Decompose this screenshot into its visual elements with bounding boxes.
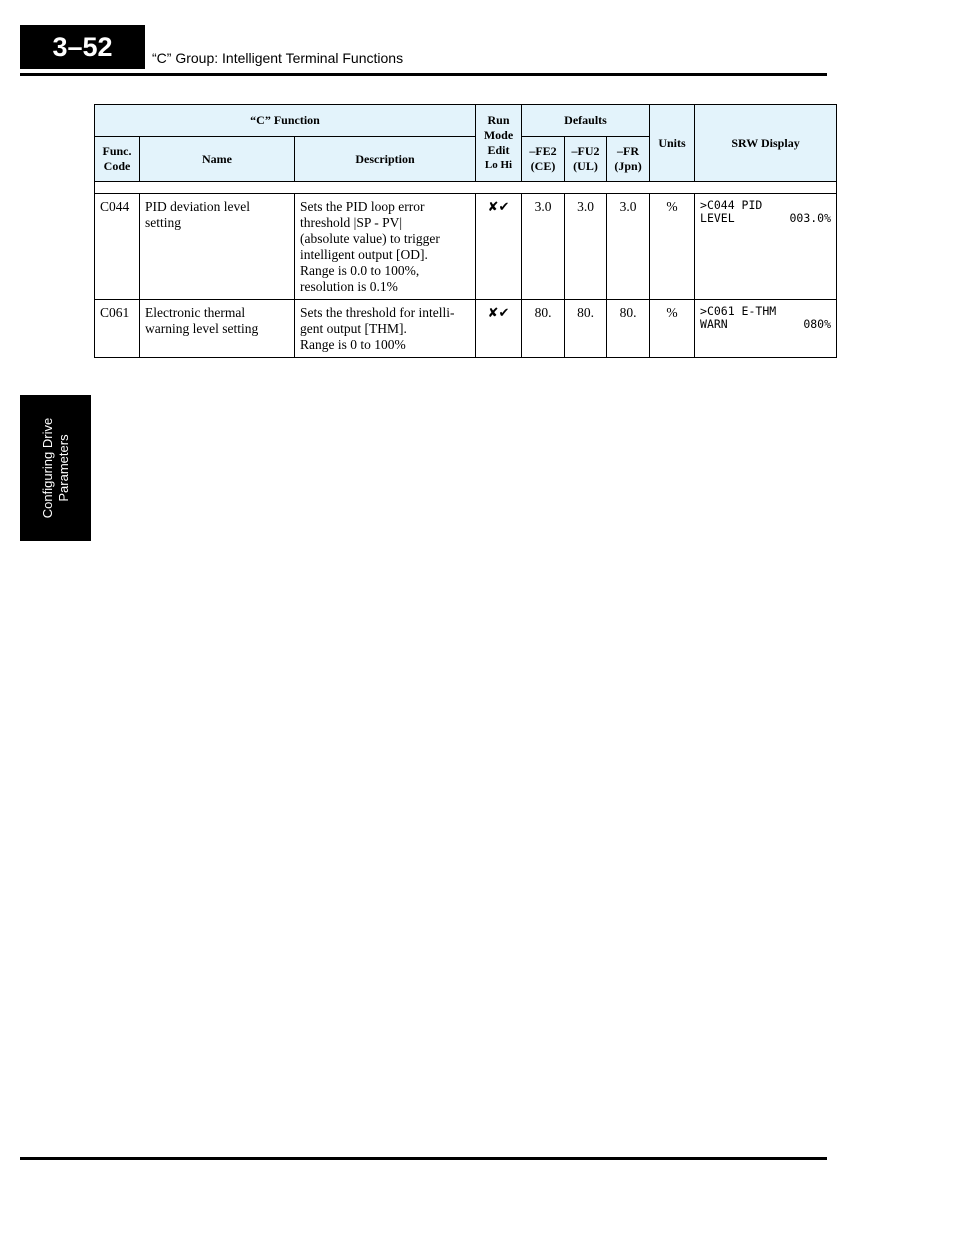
lcd-line-2 xyxy=(700,212,831,225)
lcd-line-2 xyxy=(700,318,831,331)
func-code-cell: C061 xyxy=(95,300,140,358)
footer-rule xyxy=(20,1157,827,1160)
func-code-cell: C044 xyxy=(95,194,140,300)
header-separator xyxy=(95,182,837,194)
run-mode-line3: Edit xyxy=(487,143,510,157)
fu2-header xyxy=(565,137,607,182)
header-rule xyxy=(20,73,827,76)
run-mode-line1: Run xyxy=(487,113,510,127)
lcd-display xyxy=(700,305,831,330)
description-cell xyxy=(295,300,476,358)
name-cell xyxy=(140,300,295,358)
c-function-header: “C” Function xyxy=(95,105,476,137)
table-row xyxy=(95,194,837,300)
run-mode-cell xyxy=(476,300,522,358)
run-mode-edit-header xyxy=(476,105,522,182)
func-code-line2: Code xyxy=(103,159,131,173)
description-cell xyxy=(295,194,476,300)
lcd-text: >C044 PID xyxy=(700,198,763,212)
description-line: resolution is 0.1% xyxy=(300,279,398,294)
name-line: warning level setting xyxy=(145,321,259,336)
description-header: Description xyxy=(295,137,476,182)
fe2-header xyxy=(522,137,565,182)
lcd-line-1 xyxy=(700,199,831,212)
description-line: Sets the threshold for intelli- xyxy=(300,305,455,320)
defaults-header: Defaults xyxy=(522,105,650,137)
lcd-display xyxy=(700,199,831,224)
fe2-cell: 3.0 xyxy=(522,194,565,300)
fr-line2: (Jpn) xyxy=(614,159,642,173)
cross-check-icon: ✘✔ xyxy=(487,306,510,321)
lcd-line-1 xyxy=(700,305,831,318)
func-code-line1: Func. xyxy=(102,144,132,158)
run-mode-line2: Mode xyxy=(483,128,514,142)
fe2-cell: 80. xyxy=(522,300,565,358)
srw-display-cell xyxy=(695,300,837,358)
table-row xyxy=(95,300,837,358)
separator-cell xyxy=(95,182,837,194)
run-mode-line4: Lo Hi xyxy=(484,159,513,171)
name-line: Electronic thermal xyxy=(145,305,246,320)
fr-cell: 80. xyxy=(607,300,650,358)
run-mode-cell xyxy=(476,194,522,300)
srw-display-cell xyxy=(695,194,837,300)
lcd-text: WARN xyxy=(700,316,728,331)
side-tab-line1: Configuring Drive xyxy=(39,417,55,519)
cross-check-icon: ✘✔ xyxy=(487,200,510,215)
description-line: gent output [THM]. xyxy=(300,321,407,336)
func-code-header xyxy=(95,137,140,182)
description-line: (absolute value) to trigger xyxy=(300,231,440,246)
units-cell: % xyxy=(650,194,695,300)
lcd-text: >C061 E-THM xyxy=(700,304,777,318)
page-number: 3–52 xyxy=(20,25,145,69)
units-header: Units xyxy=(650,105,695,182)
name-cell xyxy=(140,194,295,300)
fe2-line1: –FE2 xyxy=(529,144,557,158)
srw-display-header: SRW Display xyxy=(695,105,837,182)
header-title: “C” Group: Intelligent Terminal Functions xyxy=(152,50,404,66)
fu2-line2: (UL) xyxy=(573,159,598,173)
side-tab-line2: Parameters xyxy=(55,434,71,502)
lcd-value: 080% xyxy=(803,316,832,331)
description-line: threshold |SP - PV| xyxy=(300,215,403,230)
lcd-text: LEVEL xyxy=(700,210,735,225)
name-header: Name xyxy=(140,137,295,182)
fu2-cell: 80. xyxy=(565,300,607,358)
description-line: Range is 0 to 100% xyxy=(300,337,406,352)
description-line: intelligent output [OD]. xyxy=(300,247,428,262)
side-tab-label xyxy=(40,398,72,538)
lcd-value: 003.0% xyxy=(789,210,832,225)
fr-line1: –FR xyxy=(617,144,640,158)
fe2-line2: (CE) xyxy=(530,159,556,173)
fu2-line1: –FU2 xyxy=(571,144,600,158)
description-line: Range is 0.0 to 100%, xyxy=(300,263,420,278)
parameter-table xyxy=(94,104,837,358)
fr-cell: 3.0 xyxy=(607,194,650,300)
units-cell: % xyxy=(650,300,695,358)
fu2-cell: 3.0 xyxy=(565,194,607,300)
fr-header xyxy=(607,137,650,182)
name-line: PID deviation level xyxy=(145,199,250,214)
description-line: Sets the PID loop error xyxy=(300,199,425,214)
side-tab xyxy=(20,395,91,541)
name-line: setting xyxy=(145,215,181,230)
